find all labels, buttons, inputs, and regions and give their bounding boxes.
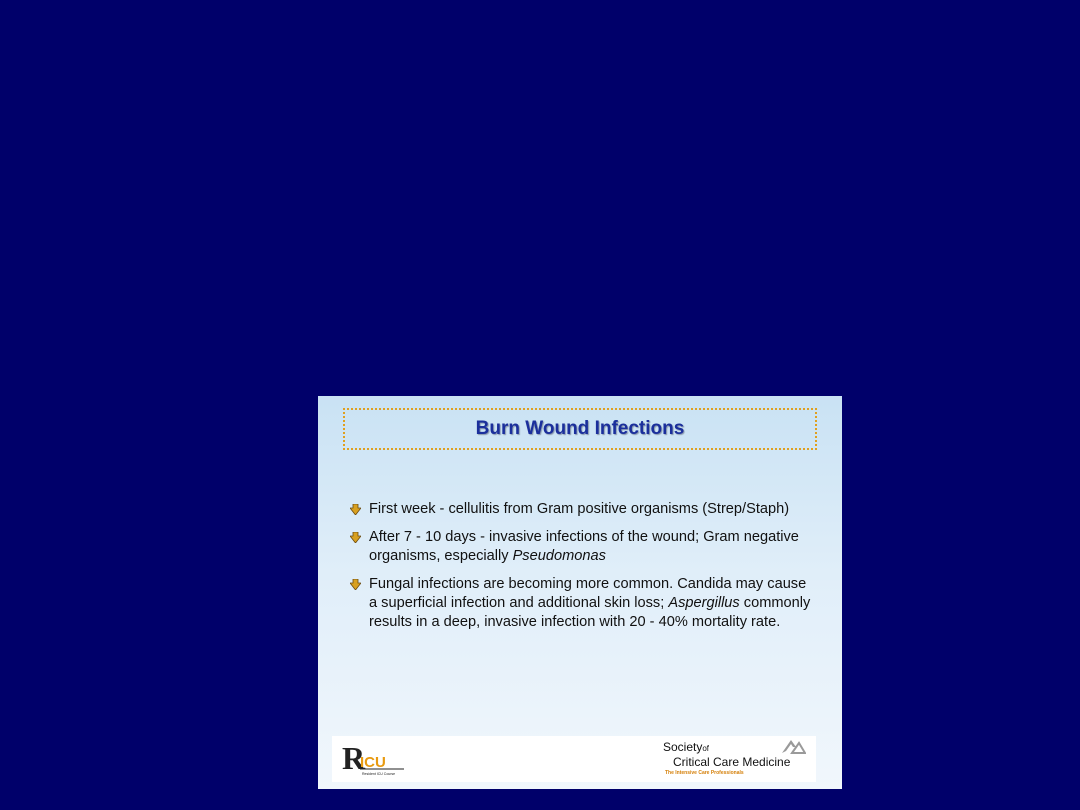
bullet-text: First week - cellulitis from Gram positive organisms (Strep/Staph) <box>369 501 790 517</box>
sccm-triangle-icon <box>780 738 806 754</box>
slide <box>318 396 842 789</box>
svg-text:Resident ICU Course: Resident ICU Course <box>362 772 396 776</box>
sccm-line2: Critical Care Medicine <box>673 755 791 769</box>
svg-text:R: R <box>342 740 366 776</box>
arrow-bullet-icon <box>348 575 363 593</box>
bullet-text: After 7 - 10 days - invasive infections of the wound; Gram negative organisms, especially Pseudomonas <box>369 529 799 564</box>
bullet-list <box>348 500 818 641</box>
bullet-text: Fungal infections are becoming more common. Candida may cause a superficial infection and additional skin loss; Aspergillus commonly results in a deep, invasive infection with 20 - 40% mortality rate. <box>369 576 811 630</box>
bullet-item <box>348 575 818 632</box>
svg-text:ICU: ICU <box>360 754 386 771</box>
ricu-logo-icon <box>342 739 406 777</box>
sccm-tagline: The Intensive Care Professionals <box>665 770 744 776</box>
arrow-bullet-icon <box>348 528 363 546</box>
sccm-line1: Societyof <box>663 740 710 754</box>
slide-title: Burn Wound Infections <box>475 418 685 439</box>
arrow-bullet-icon <box>348 500 363 518</box>
footer-logos <box>332 736 816 782</box>
title-box <box>343 408 817 450</box>
bullet-item <box>348 500 818 519</box>
sccm-logo <box>663 738 808 778</box>
bullet-item <box>348 528 818 566</box>
